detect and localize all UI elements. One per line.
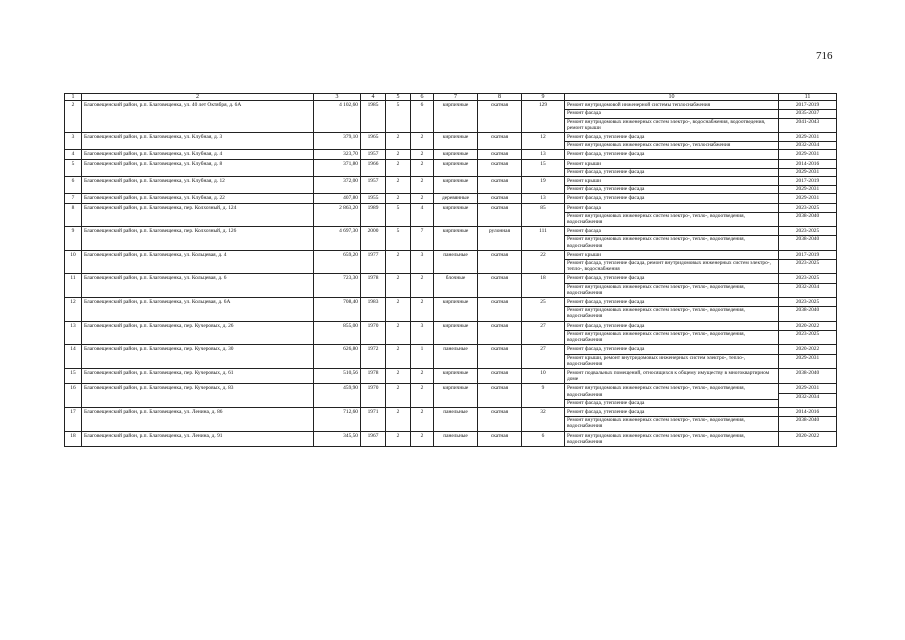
cell-address: Благовещенский район, р.п. Благовещенка, пер. Кучеровых, д. 83 [82,384,314,408]
cell-residents: 13 [522,194,565,203]
cell-residents: 9 [522,384,565,408]
cell-roof-type: скатная [478,250,522,274]
table-row [65,159,837,176]
work-item: Ремонт внутридомовой инженерной системы теплоснабжения [567,102,711,109]
cell-floors: 2 [386,150,411,159]
cell-build-year: 1972 [361,345,386,369]
cell-periods [779,133,837,150]
work-item: Ремонт внутридомовых инженерных систем электро-, тепло-, водоотведения, водоснабжения [565,330,778,343]
work-item: Ремонт фасада, утепление фасада [567,322,645,329]
work-item: Ремонт фасада, утепление фасада [565,185,778,192]
column-number: 10 [565,94,779,101]
cell-entrances: 2 [411,274,434,298]
cell-residents: 6 [522,431,565,446]
cell-works [565,194,779,203]
cell-row-number: 11 [65,274,82,298]
cell-entrances: 2 [411,298,434,322]
cell-periods [779,431,837,446]
cell-periods [779,274,837,298]
cell-row-number: 5 [65,159,82,176]
work-item: Ремонт внутридомовых инженерных систем электро-, тепло-, водоотведения, водоснабжения [567,385,746,398]
cell-address: Благовещенский район, р.п. Благовещенка, пер. Кучеровых, д. 30 [82,345,314,369]
cell-entrances: 2 [411,431,434,446]
cell-wall-material: кирпичные [434,101,478,133]
work-period: 2023-2025 [795,228,820,235]
cell-build-year: 1970 [361,384,386,408]
work-period: 2029-2031 [795,385,820,392]
work-period: 2023-2025 [779,259,836,266]
cell-works [565,250,779,274]
work-item: Ремонт фасада, утепление фасада [567,195,645,202]
cell-row-number: 15 [65,368,82,383]
cell-wall-material: панельные [434,431,478,446]
cell-floors: 2 [386,133,411,150]
work-period: 2020-2022 [795,346,820,353]
cell-floors: 2 [386,431,411,446]
cell-periods [779,298,837,322]
column-number: 8 [478,94,522,101]
cell-floors: 2 [386,250,411,274]
work-item: Ремонт внутридомовых инженерных систем электро-, тепло-, водоотведения, водоснабжения [565,212,778,225]
cell-roof-type: скатная [478,298,522,322]
cell-address: Благовещенский район, р.п. Благовещенка, ул. Клубная, д. 4 [82,150,314,159]
cell-build-year: 1957 [361,150,386,159]
cell-residents: 18 [522,274,565,298]
work-period: 2020-2022 [795,322,820,329]
cell-residents: 32 [522,407,565,431]
cell-entrances: 6 [411,101,434,133]
cell-floors: 2 [386,274,411,298]
work-period: 2023-2025 [795,299,820,306]
cell-area: 855,00 [314,321,361,345]
cell-wall-material: блочные [434,274,478,298]
cell-wall-material: кирпичные [434,384,478,408]
table-row [65,431,837,446]
work-item: Ремонт внутридомовых инженерных систем электро-, тепло-, водоотведения, водоснабжения [565,416,778,429]
cell-entrances: 2 [411,177,434,194]
cell-floors: 2 [386,384,411,408]
work-period: 2029-2031 [779,168,836,175]
cell-row-number: 8 [65,203,82,227]
cell-row-number: 10 [65,250,82,274]
cell-floors: 2 [386,368,411,383]
cell-roof-type: скатная [478,194,522,203]
work-item: Ремонт фасада [565,109,778,116]
work-period: 2029-2031 [795,151,820,158]
work-item: Ремонт фасада, утепление фасада [567,151,645,158]
cell-entrances: 2 [411,159,434,176]
cell-entrances: 2 [411,407,434,431]
cell-periods [779,177,837,194]
cell-periods [779,368,837,383]
work-item: Ремонт фасада, утепление фасада [565,399,778,406]
cell-build-year: 1978 [361,274,386,298]
cell-works [565,321,779,345]
cell-roof-type: скатная [478,177,522,194]
cell-periods [779,384,837,408]
work-period: 2038-2040 [779,306,836,313]
cell-floors: 2 [386,177,411,194]
column-number: 2 [82,94,314,101]
cell-build-year: 1977 [361,250,386,274]
cell-periods [779,203,837,227]
cell-floors: 5 [386,203,411,227]
work-period: 2038-2040 [779,235,836,242]
work-item: Ремонт фасада, утепление фасада [565,168,778,175]
cell-wall-material: деревянные [434,194,478,203]
table-row [65,227,837,251]
table-row [65,321,837,345]
cell-row-number: 7 [65,194,82,203]
cell-area: 712,60 [314,407,361,431]
cell-periods [779,407,837,431]
cell-wall-material: кирпичные [434,321,478,345]
cell-floors: 2 [386,321,411,345]
work-item: Ремонт крыши [567,160,601,167]
cell-works [565,133,779,150]
work-item: Ремонт фасада, утепление фасада [567,275,645,282]
column-number: 1 [65,94,82,101]
cell-residents: 111 [522,227,565,251]
work-item: Ремонт внутридомовых инженерных систем электро-, тепло-, водоотведения, водоснабжения [565,235,778,248]
cell-roof-type: скатная [478,345,522,369]
column-number: 6 [411,94,434,101]
cell-row-number: 2 [65,101,82,133]
column-number: 7 [434,94,478,101]
table-row [65,250,837,274]
work-item: Ремонт подвальных помещений, относящихся к общему имуществу в многоквартирном доме [567,369,770,383]
work-period: 2029-2031 [779,185,836,192]
cell-area: 2 863,20 [314,203,361,227]
cell-address: Благовещенский район, р.п. Благовещенка, пер. Колхозный, д. 126 [82,227,314,251]
cell-entrances: 1 [411,345,434,369]
cell-periods [779,250,837,274]
column-number: 5 [386,94,411,101]
cell-wall-material: кирпичные [434,177,478,194]
work-period: 2014-2016 [795,408,820,415]
cell-wall-material: кирпичные [434,133,478,150]
cell-build-year: 1965 [361,133,386,150]
cell-roof-type: скатная [478,368,522,383]
cell-floors: 5 [386,101,411,133]
cell-address: Благовещенский район, р.п. Благовещенка, пер. Кучеровых, д. 26 [82,321,314,345]
cell-build-year: 1989 [361,203,386,227]
cell-area: 345,50 [314,431,361,446]
cell-build-year: 1957 [361,177,386,194]
cell-row-number: 9 [65,227,82,251]
table-row [65,150,837,159]
cell-row-number: 17 [65,407,82,431]
cell-roof-type: рулонная [478,227,522,251]
cell-entrances: 2 [411,384,434,408]
cell-area: 4 102,60 [314,101,361,133]
cell-entrances: 2 [411,150,434,159]
cell-residents: 25 [522,298,565,322]
work-period: 2035-2037 [779,109,836,116]
work-item: Ремонт фасада, утепление фасада [567,299,645,306]
cell-row-number: 13 [65,321,82,345]
cell-wall-material: кирпичные [434,150,478,159]
cell-address: Благовещенский район, р.п. Благовещенка, ул. Ленина, д. 91 [82,431,314,446]
cell-row-number: 18 [65,431,82,446]
cell-roof-type: скатная [478,384,522,408]
work-period: 2017-2019 [795,251,820,258]
cell-roof-type: скатная [478,150,522,159]
cell-roof-type: скатная [478,274,522,298]
work-period: 2029-2031 [795,134,820,141]
column-number: 11 [779,94,837,101]
cell-entrances: 7 [411,227,434,251]
work-item: Ремонт фасада, утепление фасада [567,134,645,141]
cell-wall-material: кирпичные [434,368,478,383]
table-header-row [65,94,837,101]
cell-area: 371,80 [314,159,361,176]
cell-floors: 2 [386,159,411,176]
cell-row-number: 3 [65,133,82,150]
cell-floors: 2 [386,407,411,431]
cell-periods [779,101,837,133]
work-item: Ремонт внутридомовых инженерных систем электро-, тепло-, водоотведения, водоснабжения [565,306,778,319]
work-period: 2023-2025 [795,204,820,211]
cell-address: Благовещенский район, р.п. Благовещенка, ул. Клубная, д. 12 [82,177,314,194]
work-period: 2032-2034 [779,283,836,290]
cell-works [565,159,779,176]
cell-floors: 5 [386,227,411,251]
work-item: Ремонт крыши [567,178,601,185]
cell-area: 379,10 [314,133,361,150]
cell-roof-type: скатная [478,431,522,446]
cell-build-year: 1985 [361,101,386,133]
cell-build-year: 1966 [361,159,386,176]
table-row [65,368,837,383]
cell-works [565,177,779,194]
cell-area: 323,70 [314,150,361,159]
work-item: Ремонт внутридомовых инженерных систем электро-, водоснабжения, водоотведения, ремонт крыши [565,118,778,131]
table-row [65,177,837,194]
cell-works [565,274,779,298]
cell-row-number: 4 [65,150,82,159]
cell-build-year: 1955 [361,194,386,203]
cell-wall-material: кирпичные [434,298,478,322]
cell-address: Благовещенский район, р.п. Благовещенка, ул. Ленина, д. 86 [82,407,314,431]
cell-build-year: 1970 [361,321,386,345]
cell-area: 708,40 [314,298,361,322]
work-period: 2020-2022 [795,432,820,439]
cell-residents: 13 [522,150,565,159]
cell-residents: 22 [522,250,565,274]
cell-row-number: 12 [65,298,82,322]
cell-address: Благовещенский район, р.п. Благовещенка, ул. Кольцевая, д. 6 [82,274,314,298]
work-period: 2014-2016 [795,160,820,167]
work-period: 2041-2043 [779,118,836,125]
cell-works [565,407,779,431]
cell-address: Благовещенский район, р.п. Благовещенка, ул. Клубная, д. 8 [82,159,314,176]
work-period: 2023-2025 [779,330,836,337]
cell-roof-type: скатная [478,407,522,431]
cell-residents: 19 [522,177,565,194]
column-number: 9 [522,94,565,101]
cell-address: Благовещенский район, р.п. Благовещенка, пер. Кучеровых, д. 61 [82,368,314,383]
cell-works [565,101,779,133]
work-period: 2038-2040 [779,416,836,423]
table-row [65,384,837,408]
cell-address: Благовещенский район, р.п. Благовещенка, ул. Клубная, д. 22 [82,194,314,203]
column-number: 4 [361,94,386,101]
cell-row-number: 6 [65,177,82,194]
cell-periods [779,345,837,369]
cell-periods [779,227,837,251]
work-period: 2017-2019 [795,178,820,185]
cell-roof-type: скатная [478,321,522,345]
cell-entrances: 2 [411,368,434,383]
cell-area: 659,20 [314,250,361,274]
cell-works [565,227,779,251]
work-item: Ремонт внутридомовых инженерных систем электро-, тепло-, водоотведения, водоснабжения [565,283,778,296]
cell-works [565,431,779,446]
work-period: 2017-2019 [795,102,820,109]
cell-roof-type: скатная [478,101,522,133]
cell-build-year: 1978 [361,368,386,383]
cell-periods [779,150,837,159]
cell-periods [779,194,837,203]
work-period: 2029-2031 [779,354,836,361]
cell-roof-type: скатная [478,159,522,176]
cell-area: 407,80 [314,194,361,203]
work-period: 2032-2034 [779,393,836,400]
table-row [65,345,837,369]
cell-entrances: 2 [411,194,434,203]
cell-area: 4 697,30 [314,227,361,251]
work-item: Ремонт фасада, утепление фасада [567,346,645,353]
cell-roof-type: скатная [478,133,522,150]
work-item: Ремонт внутридомовых инженерных систем электро-, теплоснабжения [565,141,778,148]
cell-row-number: 16 [65,384,82,408]
table-row [65,194,837,203]
cell-build-year: 2000 [361,227,386,251]
table-row [65,274,837,298]
cell-floors: 2 [386,194,411,203]
work-period: 2038-2040 [795,369,820,376]
cell-entrances: 4 [411,203,434,227]
cell-wall-material: панельные [434,407,478,431]
cell-works [565,368,779,383]
cell-residents: 27 [522,345,565,369]
cell-entrances: 2 [411,133,434,150]
capital-repair-table [64,93,837,447]
cell-build-year: 1967 [361,431,386,446]
cell-address: Благовещенский район, р.п. Благовещенка, пер. Колхозный, д. 124 [82,203,314,227]
work-item: Ремонт крыши, ремонт внутридомовых инженерных систем электро-, тепло-, водоснабжения [565,354,778,367]
work-period: 2023-2025 [795,275,820,282]
cell-roof-type: скатная [478,203,522,227]
cell-wall-material: кирпичные [434,227,478,251]
cell-address: Благовещенский район, р.п. Благовещенка, ул. 40 лет Октября, д. 6А [82,101,314,133]
cell-floors: 2 [386,298,411,322]
cell-periods [779,321,837,345]
cell-area: 626,80 [314,345,361,369]
cell-entrances: 3 [411,250,434,274]
cell-address: Благовещенский район, р.п. Благовещенка, ул. Клубная, д. 3 [82,133,314,150]
cell-residents: 12 [522,133,565,150]
cell-works [565,384,779,408]
work-item: Ремонт фасада, утепление фасада, ремонт внутридомовых инженерных систем электро-, тепло-, водоснабжения [565,259,778,272]
cell-works [565,203,779,227]
cell-residents: 85 [522,203,565,227]
table-row [65,203,837,227]
table-row [65,298,837,322]
cell-periods [779,159,837,176]
work-period: 2029-2031 [795,195,820,202]
cell-works [565,298,779,322]
table-row [65,407,837,431]
cell-works [565,345,779,369]
work-item: Ремонт фасада [567,228,601,235]
cell-area: 510,56 [314,368,361,383]
cell-wall-material: кирпичные [434,159,478,176]
cell-wall-material: панельные [434,345,478,369]
cell-wall-material: кирпичные [434,203,478,227]
work-item: Ремонт крыши [567,251,601,258]
cell-floors: 2 [386,345,411,369]
work-period: 2032-2034 [779,141,836,148]
table-row [65,133,837,150]
table-row [65,101,837,133]
work-item: Ремонт фасада [567,204,601,211]
cell-address: Благовещенский район, р.п. Благовещенка, ул. Кольцевая, д. 6А [82,298,314,322]
cell-residents: 129 [522,101,565,133]
cell-row-number: 14 [65,345,82,369]
cell-address: Благовещенский район, р.п. Благовещенка, ул. Кольцевая, д. 4 [82,250,314,274]
cell-build-year: 1971 [361,407,386,431]
work-item: Ремонт фасада, утепление фасада [567,408,645,415]
work-item: Ремонт внутридомовых инженерных систем электро-, тепло-, водоотведения, водоснабжения [567,432,746,445]
cell-works [565,150,779,159]
cell-residents: 10 [522,368,565,383]
cell-residents: 27 [522,321,565,345]
column-number: 3 [314,94,361,101]
cell-area: 459,90 [314,384,361,408]
cell-residents: 15 [522,159,565,176]
page-number: 716 [816,50,833,62]
cell-entrances: 3 [411,321,434,345]
work-period: 2038-2040 [779,212,836,219]
cell-area: 372,00 [314,177,361,194]
cell-area: 723,30 [314,274,361,298]
cell-build-year: 1983 [361,298,386,322]
cell-wall-material: панельные [434,250,478,274]
